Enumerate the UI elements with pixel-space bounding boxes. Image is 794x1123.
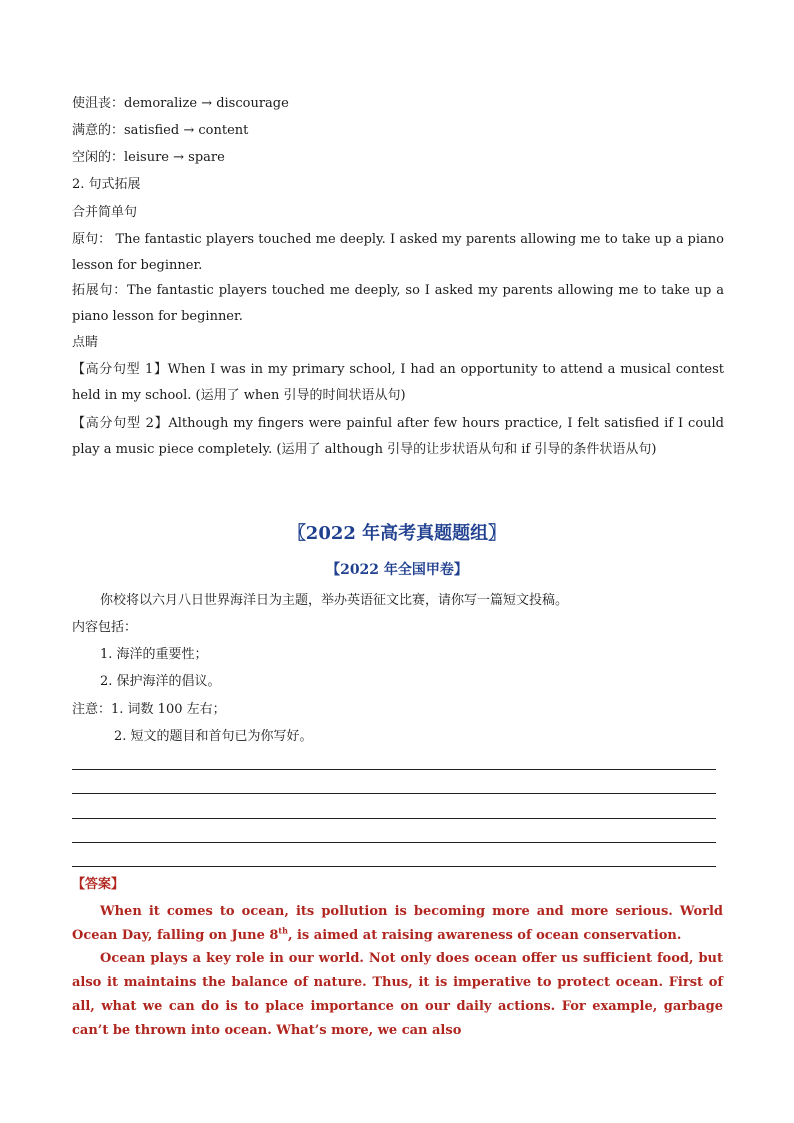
expanded-label: 拓展句： (72, 283, 127, 298)
arrow-icon: → (183, 123, 195, 138)
note-label: 注意： (72, 702, 112, 717)
note-item-2: 2. 短文的题目和首句已为你写好。 (114, 729, 313, 744)
writing-line (72, 769, 716, 770)
original-text: The fantastic players touched me deeply. I asked my parents allowing me to take up a piano lesson for beginner. (72, 232, 724, 273)
pattern-1 (72, 357, 724, 409)
vocab-cn: 空闲的： (72, 150, 125, 165)
answer-p1-a: When it comes to ocean, its pollution is becoming more and more serious. World Ocean Day, falling on June 8 (72, 904, 723, 943)
answer-p1-b: , is aimed at raising awareness of ocean conservation. (287, 928, 682, 943)
content-item-2: 2. 保护海洋的倡议。 (100, 674, 221, 689)
original-sentence (72, 227, 724, 279)
pattern-2 (72, 411, 724, 463)
note-item-1: 1. 词数 100 左右； (111, 702, 226, 717)
paper-title: 【2022 年全国甲卷】 (326, 562, 468, 578)
arrow-icon: → (173, 150, 185, 165)
pattern-1-label: 【高分句型 1】 (72, 362, 168, 377)
writing-line (72, 818, 716, 819)
answer-label: 【答案】 (72, 877, 125, 892)
expanded-text: The fantastic players touched me deeply, so I asked my parents allowing me to take up a piano lesson for beginner. (72, 283, 724, 324)
expanded-sentence (72, 278, 724, 330)
vocab-en: satisfied (124, 123, 180, 138)
section-2-title: 2. 句式拓展 (72, 177, 141, 192)
answer-paragraph-2: Ocean plays a key role in our world. Not only does ocean offer us sufficient food, but also it maintains the balance of nature. Thus, it is imperative to protect ocean. First of all, what we can do is to place importance on our daily actions. For example, garbage can’t be thrown into ocean. What’s more, we can also (72, 951, 723, 1038)
vocab-en: demoralize (124, 96, 198, 111)
content-label: 内容包括： (72, 620, 138, 635)
prompt-text: 你校将以六月八日世界海洋日为主题，举办英语征文比赛，请你写一篇短文投稿。 (100, 593, 569, 608)
writing-line (72, 842, 716, 843)
vocab-line-3 (72, 145, 724, 171)
pattern-1-text: When I was in my primary school, I had an opportunity to attend a musical contest held in my school. (运用了 when 引导的时间状语从句) (72, 362, 725, 403)
vocab-target: spare (188, 150, 225, 165)
vocab-target: discourage (216, 96, 289, 111)
vocab-cn: 使沮丧： (72, 96, 125, 111)
arrow-icon: → (201, 96, 213, 111)
answer-paragraph-1 (72, 900, 723, 948)
writing-line (72, 793, 716, 794)
writing-line (72, 866, 716, 867)
vocab-cn: 满意的： (72, 123, 125, 138)
vocab-line-1 (72, 91, 724, 117)
pattern-2-text: Although my fingers were painful after few hours practice, I felt satisfied if I could play a music piece completely. (运用了 although 引导的让步状语从句和 if 引导的条件状语从句) (72, 416, 724, 457)
content-item-1: 1. 海洋的重要性； (100, 647, 208, 662)
highlight-title: 点睛 (72, 335, 99, 350)
vocab-en: leisure (124, 150, 169, 165)
merge-title: 合并简单句 (72, 205, 138, 220)
group-title: 〖2022 年高考真题题组〗 (287, 523, 507, 544)
ordinal-suffix: th (278, 925, 288, 936)
vocab-target: content (198, 123, 249, 138)
note-line-1 (72, 697, 724, 723)
pattern-2-label: 【高分句型 2】 (72, 416, 169, 431)
original-label: 原句： (72, 232, 112, 247)
vocab-line-2 (72, 118, 724, 144)
